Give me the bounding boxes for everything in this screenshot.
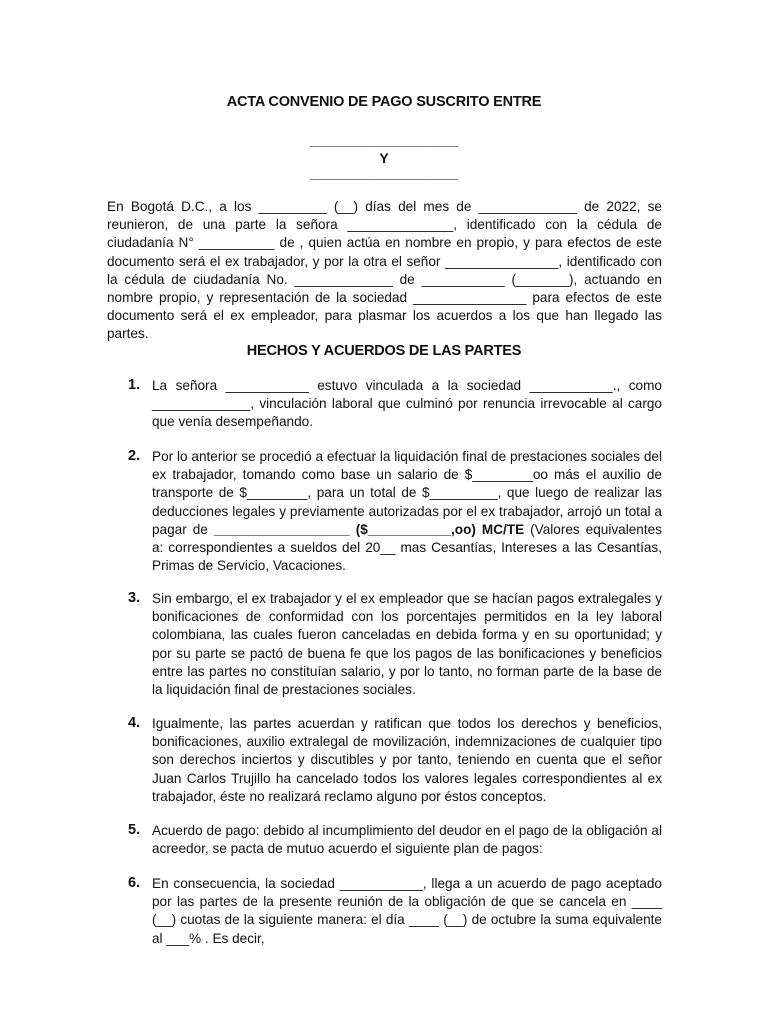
item-number: 3. (128, 590, 141, 606)
item-number: 2. (128, 448, 141, 464)
item-text: Acuerdo de pago: debido al incumplimiento del deudor en el pago de la obligación al acreedor, se pacta de mutuo acuerdo el siguiente plan de pagos: (152, 823, 662, 857)
document-title: ACTA CONVENIO DE PAGO SUSCRITO ENTRE (226, 94, 542, 110)
section-title: HECHOS Y ACUERDOS DE LAS PARTES (246, 343, 522, 359)
party-blank-line-2: ___________________ (310, 165, 458, 181)
item-text: En consecuencia, la sociedad ___________, llega a un acuerdo de pago aceptado por las partes de la presente reunión de la obligación de que se cancela en ____ (__) cuotas de la siguiente manera: el día ____ (__) de octubre la suma equivalente al ___% . Es decir, (152, 876, 662, 946)
item-text-part: (Valores equivalentes a: correspondientes a sueldos del 20__ mas Cesantías, Intereses a las Cesantías, Primas de Servicio, Vacaciones. (152, 521, 662, 574)
item-text: Sin embargo, el ex trabajador y el ex empleador que se hacían pagos extralegales y bonificaciones de conformidad con los porcentajes permitidos en la ley laboral colombiana, las cuales fueron canceladas en debida forma y en su oportunidad; y por su parte se pactó de buena fe que los pagos de las bonificaciones y beneficios entre las partes no constituían salario, y por lo tanto, no forman parte de la base de la liquidación final de prestaciones sociales. (152, 591, 662, 698)
item-text-part: Por lo anterior se procedió a efectuar la liquidación final de prestaciones sociales del ex trabajador, tomando como base un salario de $________oo más el auxilio de transporte de $________, para un total de $_________, que luego de realizar las deducciones legales y previamente autorizadas por el ex trabajador, arrojó un total a pagar de (152, 449, 662, 537)
item-number: 1. (128, 377, 141, 393)
party-connector: Y (379, 150, 389, 166)
item-text: La señora ___________ estuvo vinculada a la sociedad ___________., como _____________, vinculación laboral que culminó por renuncia irrevocable al cargo que venía desempeñando. (152, 378, 662, 430)
amount-to-pay: __________________ ($___________,oo) MC/TE (213, 521, 525, 537)
item-number: 5. (128, 822, 141, 838)
party-blank-line-1: ___________________ (310, 132, 458, 148)
intro-paragraph: En Bogotá D.C., a los _________ (__) días del mes de _____________ de 2022, se reunieron, de una parte la señora ______________, identificado con la cédula de ciudadanía N° __________ de , quien actúa en nombre en propio, y para efectos de este documento será el ex trabajador, y por la otra el señor _______________, identificado con la cédula de ciudadanía No. _____________ de ___________ (_______), actuando en nombre propio, y representación de la sociedad _______________ para efectos de este documento será el ex empleador, para plasmar los acuerdos a los que han llegado las partes. (107, 199, 662, 342)
item-text (152, 448, 662, 575)
item-number: 6. (128, 875, 141, 891)
item-number: 4. (128, 715, 141, 731)
item-text: Igualmente, las partes acuerdan y ratifican que todos los derechos y beneficios, bonificaciones, auxilio extralegal de movilización, indemnizaciones de cualquier tipo son derechos inciertos y discutibles y por tanto, teniendo en cuenta que el señor Juan Carlos Trujillo ha cancelado todos los valores legales correspondientes al ex trabajador, éste no realizará reclamo alguno por éstos conceptos. (152, 716, 662, 804)
